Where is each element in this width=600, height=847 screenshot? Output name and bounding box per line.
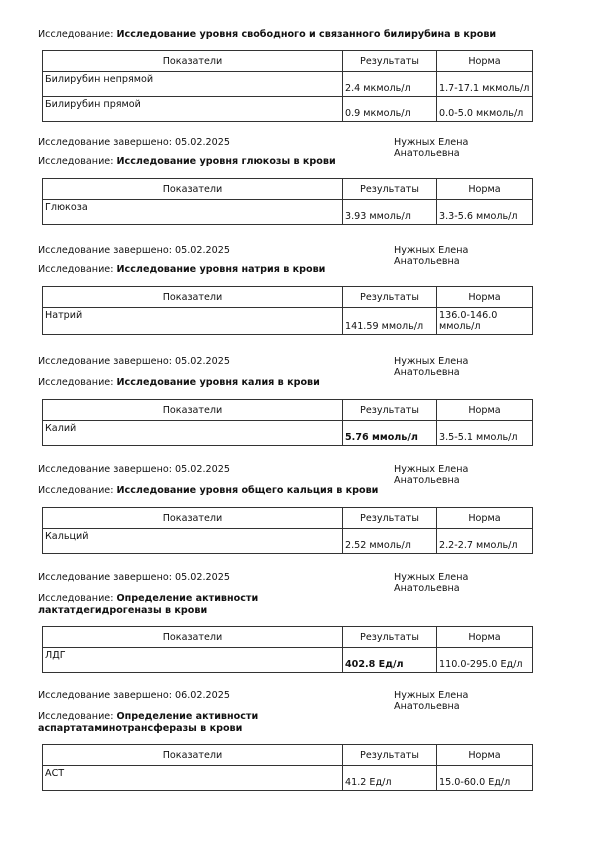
result-value: 2.52 ммоль/л [343, 529, 437, 554]
table-row [43, 200, 533, 225]
study-block-bilirubin [38, 29, 532, 122]
result-value: 141.59 ммоль/л [343, 308, 437, 335]
col-norm-header: Норма [437, 627, 533, 648]
completed-line [38, 464, 230, 475]
results-table [42, 399, 533, 446]
study-title: Определение активности аспартатаминотрансферазы в крови [38, 711, 259, 734]
study-block-potassium [38, 356, 532, 446]
study-prefix: Исследование: [38, 29, 114, 40]
table-header [43, 287, 533, 308]
norm-value: 15.0-60.0 Ед/л [437, 766, 533, 791]
col-indicators-header: Показатели [43, 287, 343, 308]
indicator-name: ЛДГ [43, 648, 343, 673]
norm-value: 2.2-2.7 ммоль/л [437, 529, 533, 554]
study-prefix: Исследование: [38, 711, 114, 722]
col-norm-header: Норма [437, 508, 533, 529]
col-results-header: Результаты [343, 745, 437, 766]
results-table [42, 744, 533, 791]
col-results-header: Результаты [343, 287, 437, 308]
result-value-abnormal: 5.76 ммоль/л [343, 421, 437, 446]
study-meta [38, 464, 532, 488]
table-header [43, 745, 533, 766]
study-prefix: Исследование: [38, 485, 114, 496]
indicator-name: АСТ [43, 766, 343, 791]
study-meta [38, 245, 532, 269]
study-heading [38, 593, 288, 617]
study-title: Исследование уровня общего кальция в крови [116, 485, 379, 496]
study-title: Определение активности лактатдегидрогеназы в крови [38, 593, 259, 616]
study-block-calcium [38, 464, 532, 554]
norm-value: 136.0-146.0 ммоль/л [437, 308, 533, 335]
study-title: Исследование уровня свободного и связанного билирубина в крови [116, 29, 497, 40]
doctor-name: Нужных Елена Анатольевна [394, 245, 469, 267]
study-prefix: Исследование: [38, 156, 114, 167]
doctor-name: Нужных Елена Анатольевна [394, 690, 469, 712]
result-value: 0.9 мкмоль/л [343, 97, 437, 122]
col-results-header: Результаты [343, 627, 437, 648]
table-row [43, 308, 533, 335]
col-indicators-header: Показатели [43, 745, 343, 766]
completed-date: 05.02.2025 [175, 245, 230, 256]
completed-prefix: Исследование завершено: [38, 356, 172, 367]
completed-date: 05.02.2025 [175, 464, 230, 475]
completed-prefix: Исследование завершено: [38, 690, 172, 701]
completed-prefix: Исследование завершено: [38, 572, 172, 583]
completed-date: 05.02.2025 [175, 137, 230, 148]
completed-line [38, 245, 230, 256]
result-value: 3.93 ммоль/л [343, 200, 437, 225]
col-indicators-header: Показатели [43, 51, 343, 72]
col-results-header: Результаты [343, 508, 437, 529]
doctor-name: Нужных Елена Анатольевна [394, 137, 469, 159]
completed-prefix: Исследование завершено: [38, 464, 172, 475]
norm-value: 3.5-5.1 ммоль/л [437, 421, 533, 446]
completed-line [38, 356, 230, 367]
study-title: Исследование уровня глюкозы в крови [116, 156, 336, 167]
table-row [43, 766, 533, 791]
table-row [43, 72, 533, 97]
doctor-name: Нужных Елена Анатольевна [394, 464, 469, 486]
norm-value: 1.7-17.1 мкмоль/л [437, 72, 533, 97]
norm-value: 110.0-295.0 Ед/л [437, 648, 533, 673]
study-title: Исследование уровня натрия в крови [116, 264, 326, 275]
col-results-header: Результаты [343, 51, 437, 72]
norm-value: 3.3-5.6 ммоль/л [437, 200, 533, 225]
study-heading [38, 711, 298, 735]
col-norm-header: Норма [437, 745, 533, 766]
study-meta [38, 137, 532, 161]
completed-line [38, 572, 230, 583]
doctor-name: Нужных Елена Анатольевна [394, 356, 469, 378]
study-prefix: Исследование: [38, 593, 114, 604]
study-meta [38, 572, 532, 596]
study-block-ast [38, 690, 532, 791]
completed-date: 05.02.2025 [175, 356, 230, 367]
study-prefix: Исследование: [38, 264, 114, 275]
table-row [43, 648, 533, 673]
study-block-glucose [38, 137, 532, 225]
completed-prefix: Исследование завершено: [38, 137, 172, 148]
table-row [43, 529, 533, 554]
col-norm-header: Норма [437, 179, 533, 200]
completed-date: 05.02.2025 [175, 572, 230, 583]
completed-line [38, 137, 230, 148]
study-meta [38, 356, 532, 380]
table-header [43, 179, 533, 200]
results-table [42, 286, 533, 335]
table-header [43, 627, 533, 648]
col-indicators-header: Показатели [43, 508, 343, 529]
indicator-name: Глюкоза [43, 200, 343, 225]
doctor-name: Нужных Елена Анатольевна [394, 572, 469, 594]
result-value: 41.2 Ед/л [343, 766, 437, 791]
indicator-name: Кальций [43, 529, 343, 554]
result-value-abnormal: 402.8 Ед/л [343, 648, 437, 673]
results-table [42, 626, 533, 673]
study-prefix: Исследование: [38, 377, 114, 388]
col-indicators-header: Показатели [43, 627, 343, 648]
result-value: 2.4 мкмоль/л [343, 72, 437, 97]
study-meta [38, 690, 532, 714]
col-indicators-header: Показатели [43, 400, 343, 421]
table-header [43, 508, 533, 529]
table-header [43, 51, 533, 72]
table-row [43, 421, 533, 446]
table-row [43, 97, 533, 122]
study-block-ldh [38, 572, 532, 673]
study-block-sodium [38, 245, 532, 335]
col-norm-header: Норма [437, 287, 533, 308]
completed-prefix: Исследование завершено: [38, 245, 172, 256]
col-indicators-header: Показатели [43, 179, 343, 200]
indicator-name: Билирубин непрямой [43, 72, 343, 97]
col-results-header: Результаты [343, 400, 437, 421]
results-table [42, 178, 533, 225]
completed-date: 06.02.2025 [175, 690, 230, 701]
col-results-header: Результаты [343, 179, 437, 200]
table-header [43, 400, 533, 421]
study-title: Исследование уровня калия в крови [116, 377, 320, 388]
indicator-name: Билирубин прямой [43, 97, 343, 122]
col-norm-header: Норма [437, 51, 533, 72]
study-heading [38, 29, 532, 41]
col-norm-header: Норма [437, 400, 533, 421]
norm-value: 0.0-5.0 мкмоль/л [437, 97, 533, 122]
results-table [42, 50, 533, 122]
indicator-name: Натрий [43, 308, 343, 335]
completed-line [38, 690, 230, 701]
results-table [42, 507, 533, 554]
indicator-name: Калий [43, 421, 343, 446]
